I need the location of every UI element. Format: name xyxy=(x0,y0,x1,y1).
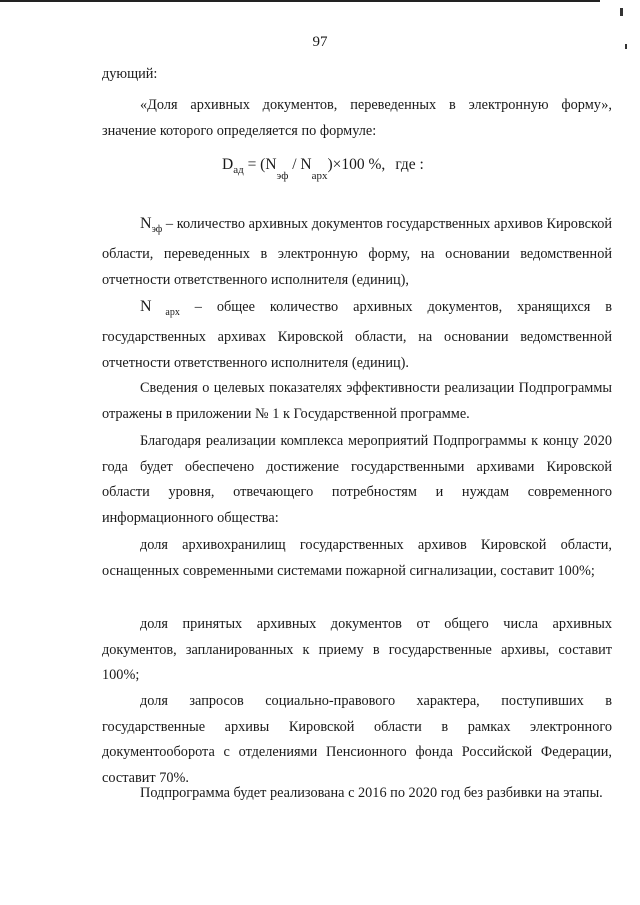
definition-n-ef xyxy=(102,211,612,293)
formula-d-symbol: D xyxy=(222,156,234,173)
list-item-accepted: доля принятых архивных документов от общего числа архивных документов, запланированных к приему в государственные архивы, составит 100%; xyxy=(102,616,612,683)
definition-n-arh xyxy=(102,294,612,376)
def-n-arh-text: – общее количество архивных документов, хранящихся в государственных архивах Кировской области, на основании ведомственной отчетности ответственного исполнителя (единиц). xyxy=(102,299,612,371)
formula-close: )×100 %, xyxy=(327,156,386,173)
paragraph-indicator: «Доля архивных документов, переведенных в электронную форму», значение которого определяется по формуле: xyxy=(102,97,612,139)
formula-where: где : xyxy=(395,156,424,173)
formula-n2-sub: арх xyxy=(311,170,328,182)
formula-n1-sub: эф xyxy=(276,170,289,182)
formula xyxy=(222,156,424,182)
def-n-ef-symbol: N xyxy=(140,215,152,232)
list-item-requests: доля запросов социально-правового характера, поступивших в государственные архивы Кировской области в рамках электронного документооборота с отделениями Пенсионного фонда Российской Федерации, составит 70%. xyxy=(102,693,612,786)
page-number: 97 xyxy=(312,34,328,50)
top-rule xyxy=(0,0,600,2)
paragraph-achieve: Благодаря реализации комплекса мероприятий Подпрограммы к концу 2020 года будет обеспечено достижение государственными архивами Кировской области уровня, отвечающего потребностям и нуждам современного информационного общества: xyxy=(102,433,612,526)
formula-slash: / N xyxy=(288,156,312,173)
def-n-arh-symbol: N xyxy=(140,298,152,315)
paragraph-targets: Сведения о целевых показателях эффективности реализации Подпрограммы отражены в приложении № 1 к Государственной программе. xyxy=(102,380,612,422)
corner-mark xyxy=(620,8,623,16)
paragraph-intro: дующий: xyxy=(102,66,158,82)
list-item-fire: доля архивохранилищ государственных архивов Кировской области, оснащенных современными системами пожарной сигнализации, составит 100%; xyxy=(102,537,612,579)
formula-d-sub: ад xyxy=(233,164,244,177)
formula-equals-open: = (N xyxy=(243,156,277,173)
def-n-arh-sub: арх xyxy=(151,306,180,318)
def-n-ef-text: – количество архивных документов государственных архивов Кировской области, переведенных в электронную форму, на основании ведомственной отчетности ответственного исполнителя (единиц), xyxy=(102,216,612,288)
paragraph-period: Подпрограмма будет реализована с 2016 по 2020 год без разбивки на этапы. xyxy=(140,785,603,801)
def-n-ef-sub: эф xyxy=(151,223,163,235)
